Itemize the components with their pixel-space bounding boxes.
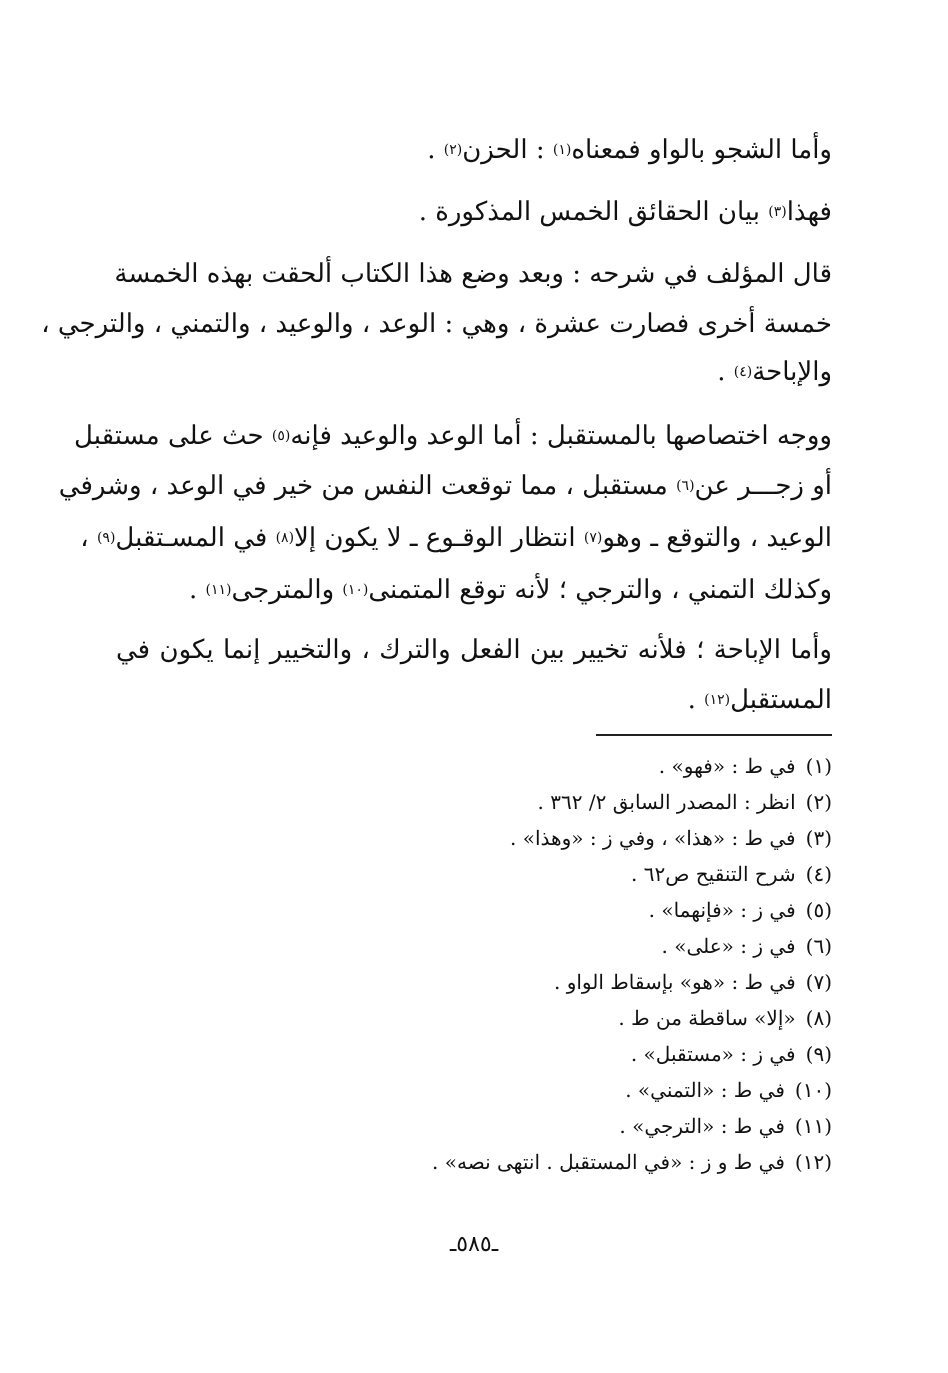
footnote [116, 1072, 832, 1108]
footnote [116, 748, 832, 784]
footnote-text: في ز : «فإنهما» . [648, 898, 796, 922]
body-text: المستقبل [730, 685, 832, 715]
body-text: حث على مستقبل [74, 421, 272, 451]
footnote-separator [596, 734, 832, 736]
footnote-ref: (٣) [768, 204, 787, 220]
footnote [116, 1108, 832, 1144]
footnote-number: (٢) [805, 790, 832, 814]
footnote-text: «إلا» ساقطة من ط . [618, 1006, 796, 1030]
footnote-text: في ط : «فهو» . [658, 754, 796, 778]
footnote-number: (١٢) [794, 1150, 832, 1174]
footnote-text: في ط : «التمني» . [625, 1078, 785, 1102]
footnote-ref: (٧) [583, 530, 603, 546]
footnote [116, 1144, 832, 1180]
body-line [74, 410, 832, 466]
footnote-text: في ز : «مستقبل» . [630, 1042, 796, 1066]
footnote [116, 964, 832, 1000]
footnote-ref: (٥) [271, 428, 291, 444]
footnote-ref: (٦) [676, 478, 695, 494]
footnote [116, 856, 832, 892]
footnote-number: (٤) [805, 862, 832, 886]
body-text: . [717, 357, 734, 387]
footnote-ref: (١٢) [704, 692, 731, 708]
body-text: والمترجى [231, 575, 343, 605]
body-text: : الحزن [462, 135, 553, 165]
footnote-text: في ط و ز : «في المستقبل . انتهى نصه» . [432, 1150, 785, 1174]
body-text: وكذلك التمني ، والترجي ؛ لأنه توقع المتمنى [368, 575, 832, 605]
body-text: وأما الشجو بالواو فمعناه [571, 135, 832, 165]
footnote-ref: (١٠) [342, 582, 369, 598]
body-line [116, 564, 832, 620]
body-text: مستقبل ، مما توقعت النفس من خير في الوعد ، وشرفي [58, 471, 677, 501]
body-line [116, 624, 832, 676]
body-text: انتظار الوقـوع ـ لا يكون إلا [294, 523, 584, 553]
footnote [116, 1036, 832, 1072]
footnote-ref: (٨) [275, 530, 295, 546]
footnote [116, 892, 832, 928]
body-text: أو زجـــر عن [694, 471, 832, 501]
footnote-number: (١٠) [794, 1078, 832, 1102]
footnote-text: شرح التنقيح ص٦٢ . [631, 862, 796, 886]
footnote-ref: (١) [552, 142, 572, 158]
footnote-number: (٨) [805, 1006, 832, 1030]
footnote-number: (١) [805, 754, 832, 778]
footnote-text: في ط : «هو» بإسقاط الواو . [553, 970, 796, 994]
body-text: قال المؤلف في شرحه : وبعد وضع هذا الكتاب ألحقت بهذه الخمسة [114, 259, 832, 289]
footnote-text: في ط : «هذا» ، وفي ز : «وهذا» . [510, 826, 796, 850]
body-line [116, 124, 832, 180]
body-line [41, 298, 832, 350]
footnote-number: (٩) [805, 1042, 832, 1066]
body-text: . [427, 135, 444, 165]
footnote-number: (٣) [805, 826, 832, 850]
footnote [116, 1000, 832, 1036]
footnote [116, 928, 832, 964]
body-text: الوعيد ، والتوقع ـ وهو [602, 523, 832, 553]
body-text: في المسـتقبل [115, 523, 276, 553]
page-number: ـ٥٨٥ـ [449, 1232, 499, 1257]
footnote-ref: (١١) [205, 582, 232, 598]
footnote-number: (١١) [794, 1114, 832, 1138]
footnote-ref: (٩) [96, 530, 116, 546]
footnote-text: انظر : المصدر السابق ٢/ ٣٦٢ . [537, 790, 796, 814]
footnote-text: في ز : «على» . [661, 934, 796, 958]
footnote-ref: (٢) [443, 142, 463, 158]
footnote-number: (٧) [805, 970, 832, 994]
body-line [116, 674, 832, 730]
body-text: ، [80, 523, 97, 553]
footnote-number: (٦) [805, 934, 832, 958]
footnote-number: (٥) [805, 898, 832, 922]
body-text: فهذا [786, 197, 832, 227]
body-text: وأما الإباحة ؛ فلأنه تخيير بين الفعل والترك ، والتخيير إنما يكون في [116, 635, 832, 665]
body-text: ووجه اختصاصها بالمستقبل : أما الوعد والوعيد فإنه [290, 421, 832, 451]
body-text: . [188, 575, 206, 605]
body-text: والإباحة [752, 357, 832, 387]
body-text: خمسة أخرى فصارت عشرة ، وهي : الوعد ، والوعيد ، والتمني ، والترجي ، [41, 309, 832, 339]
body-line [58, 460, 832, 516]
footnote [116, 820, 832, 856]
body-text: . [687, 685, 705, 715]
body-text: بيان الحقائق الخمس المذكورة . [418, 197, 769, 227]
body-line [116, 346, 832, 402]
footnote-text: في ط : «الترجي» . [619, 1114, 785, 1138]
footnote-ref: (٤) [733, 364, 753, 380]
body-line [116, 248, 832, 300]
body-line [80, 512, 832, 568]
footnote [116, 784, 832, 820]
body-line [116, 186, 832, 242]
